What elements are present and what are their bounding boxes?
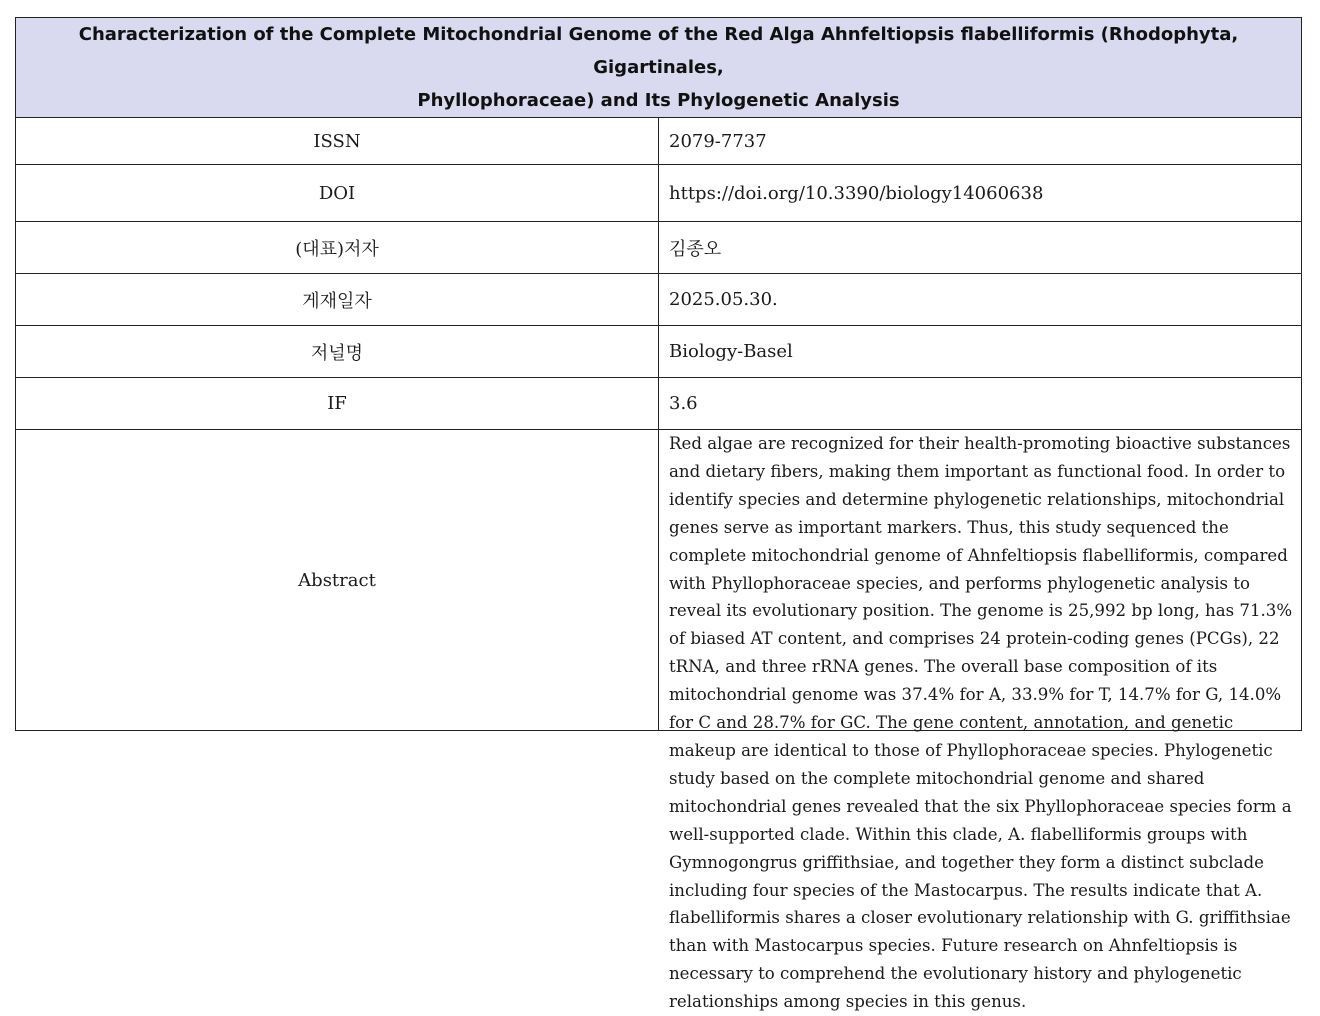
doi-value: https://doi.org/10.3390/biology14060638 bbox=[659, 165, 1302, 222]
paper-title-line-1: Characterization of the Complete Mitochondrial Genome of the Red Alga Ahnfeltiopsis flabelliformis (Rhodophyta, Gigartinales, bbox=[78, 24, 1239, 78]
impact-factor-value: 3.6 bbox=[659, 378, 1302, 430]
publication-date-label: 게재일자 bbox=[16, 274, 659, 326]
publication-date-value: 2025.05.30. bbox=[659, 274, 1302, 326]
doi-label: DOI bbox=[16, 165, 659, 222]
abstract-label: Abstract bbox=[16, 430, 659, 731]
author-value: 김종오 bbox=[659, 222, 1302, 274]
abstract-row bbox=[16, 430, 1302, 731]
abstract-cell bbox=[659, 430, 1302, 1012]
journal-label: 저널명 bbox=[16, 326, 659, 378]
title-row bbox=[16, 18, 1302, 118]
paper-info-table bbox=[15, 17, 1302, 1012]
publication-date-row bbox=[16, 274, 1302, 326]
impact-factor-label: IF bbox=[16, 378, 659, 430]
issn-value: 2079-7737 bbox=[659, 118, 1302, 165]
author-label: (대표)저자 bbox=[16, 222, 659, 274]
journal-value: Biology-Basel bbox=[659, 326, 1302, 378]
issn-label: ISSN bbox=[16, 118, 659, 165]
abstract-text: Red algae are recognized for their health-promoting bioactive substances and dietary fibers, making them important as functional food. In order to identify species and determine phylogenetic relationships, mitochondrial genes serve as important markers. Thus, this study sequenced the complete mitochondrial genome of Ahnfeltiopsis flabelliformis, compared with Phyllophoraceae species, and performs phylogenetic analysis to reveal its evolutionary position. The genome is 25,992 bp long, has 71.3% of biased AT content, and comprises 24 protein-coding genes (PCGs), 22 tRNA, and three rRNA genes. The overall base composition of its mitochondrial genome was 37.4% for A, 33.9% for T, 14.7% for G, 14.0% for C and 28.7% for GC. The gene content, annotation, and genetic makeup are identical to those of Phyllophoraceae species. Phylogenetic study based on the complete mitochondrial genome and shared mitochondrial genes revealed that the six Phyllophoraceae species form a well-supported clade. Within this clade, A. flabelliformis groups with Gymnogongrus griffithsiae, and together they form a distinct subclade including four species of the Mastocarpus. The results indicate that A. flabelliformis shares a closer evolutionary relationship with G. griffithsiae than with Mastocarpus species. Future research on Ahnfeltiopsis is necessary to comprehend the evolutionary history and phylogenetic relationships among species in this genus. bbox=[669, 434, 1293, 1012]
issn-row bbox=[16, 118, 1302, 165]
doi-row bbox=[16, 165, 1302, 222]
author-row bbox=[16, 222, 1302, 274]
paper-title bbox=[16, 18, 1302, 118]
paper-title-line-2: Phyllophoraceae) and Its Phylogenetic Analysis bbox=[417, 90, 900, 111]
journal-row bbox=[16, 326, 1302, 378]
impact-factor-row bbox=[16, 378, 1302, 430]
